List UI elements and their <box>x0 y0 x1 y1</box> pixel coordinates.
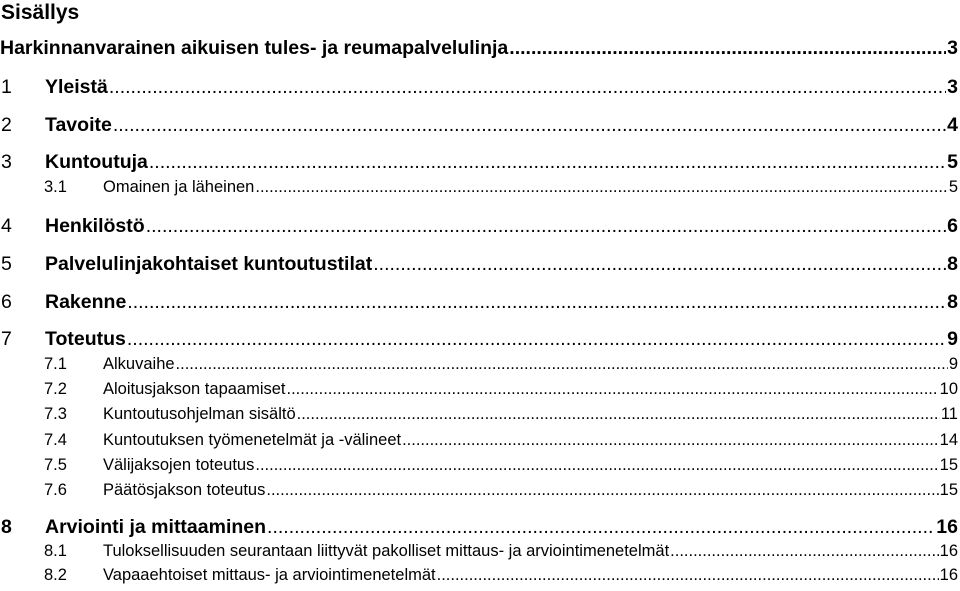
toc-entry-number: 2 <box>1 114 12 136</box>
toc-entry-label: Arviointi ja mittaaminen <box>45 516 267 538</box>
dot-leader <box>670 542 938 561</box>
toc-entry-page: 5 <box>947 151 958 173</box>
toc-entry-page: 3 <box>947 76 958 98</box>
toc-entry-number: 7.1 <box>44 355 67 373</box>
toc-entry-number: 7 <box>1 328 12 350</box>
toc-entry-number: 7.5 <box>44 456 67 474</box>
toc-entry-label: Tuloksellisuuden seurantaan liittyvät pakolliset mittaus- ja arviointimenetelmät <box>103 542 670 560</box>
toc-entry-page: 16 <box>936 516 958 538</box>
toc-entry-page: 4 <box>947 114 958 136</box>
toc-entry-number: 3 <box>1 151 12 173</box>
dot-leader <box>149 151 946 174</box>
dot-leader <box>373 253 946 276</box>
toc-entry-section-7-1[interactable] <box>0 355 960 374</box>
toc-entry-section-3-1[interactable] <box>0 178 960 197</box>
toc-entry-page: 8 <box>947 291 958 313</box>
toc-entry-label: Henkilöstö <box>45 215 145 237</box>
toc-entry-number: 4 <box>1 215 12 237</box>
toc-entry-label: Toteutus <box>45 328 126 350</box>
dot-leader <box>255 456 938 475</box>
toc-entry-chapter-2[interactable] <box>0 114 960 137</box>
dot-leader <box>127 328 946 351</box>
toc-entry-number: 8.2 <box>44 566 67 584</box>
toc-entry-section-8-2[interactable] <box>0 566 960 585</box>
toc-entry-chapter-8[interactable] <box>0 516 960 539</box>
dot-leader <box>297 405 940 424</box>
toc-entry-label: Aloitusjakson tapaamiset <box>103 380 286 398</box>
dot-leader <box>127 291 946 314</box>
toc-entry-label: Kuntoutusohjelman sisältö <box>103 405 296 423</box>
toc-entry-page: 9 <box>948 355 958 373</box>
toc-entry-chapter-7[interactable] <box>0 328 960 351</box>
toc-entry-chapter-3[interactable] <box>0 151 960 174</box>
toc-entry-label: Yleistä <box>45 76 108 98</box>
toc-entry-section-8-1[interactable] <box>0 542 960 561</box>
toc-entry-label: Tavoite <box>45 114 112 136</box>
toc-entry-section-7-6[interactable] <box>0 481 960 500</box>
toc-entry-label: Palvelulinjakohtaiset kuntoutustilat <box>45 253 373 275</box>
toc-entry-chapter-6[interactable] <box>0 291 960 314</box>
toc-entry-page: 6 <box>947 215 958 237</box>
toc-entry-section-7-5[interactable] <box>0 456 960 475</box>
toc-entry-section-7-2[interactable] <box>0 380 960 399</box>
toc-entry-number: 3.1 <box>44 178 67 196</box>
toc-entry-label: Kuntoutuksen työmenetelmät ja -välineet <box>103 431 402 449</box>
toc-entry-page: 9 <box>947 328 958 350</box>
dot-leader <box>113 114 946 137</box>
toc-entry-page: 14 <box>939 431 958 449</box>
toc-entry-page: 5 <box>948 178 958 196</box>
dot-leader <box>255 178 947 197</box>
toc-entry-label: Päätösjakson toteutus <box>103 481 266 499</box>
toc-entry-number: 7.4 <box>44 431 67 449</box>
toc-entry-label: Vapaaehtoiset mittaus- ja arviointimenetelmät <box>103 566 436 584</box>
toc-entry-label: Välijaksojen toteutus <box>103 456 255 474</box>
toc-entry-page: 15 <box>939 481 958 499</box>
toc-entry-page: 15 <box>939 456 958 474</box>
dot-leader <box>267 516 935 539</box>
toc-entry-number: 7.6 <box>44 481 67 499</box>
toc-entry-page: 16 <box>939 542 958 560</box>
dot-leader <box>266 481 938 500</box>
dot-leader <box>402 431 939 450</box>
toc-entry-label: Harkinnanvarainen aikuisen tules- ja reumapalvelulinja <box>0 37 509 59</box>
toc-entry-number: 8 <box>1 516 12 538</box>
toc-entry-number: 5 <box>1 253 12 275</box>
toc-entry-label: Omainen ja läheinen <box>103 178 255 196</box>
toc-entry-number: 7.3 <box>44 405 67 423</box>
toc-entry-page: 8 <box>947 253 958 275</box>
dot-leader <box>287 380 939 399</box>
toc-entry-page: 16 <box>939 566 958 584</box>
toc-entry-chapter-5[interactable] <box>0 253 960 276</box>
dot-leader <box>109 76 946 99</box>
toc-entry-label: Alkuvaihe <box>103 355 175 373</box>
toc-entry-page: 3 <box>947 37 958 59</box>
toc-entry-main[interactable] <box>0 37 960 60</box>
toc-entry-section-7-3[interactable] <box>0 405 960 424</box>
dot-leader <box>146 215 946 238</box>
toc-entry-number: 1 <box>1 76 12 98</box>
toc-entry-number: 8.1 <box>44 542 67 560</box>
toc-entry-label: Rakenne <box>45 291 127 313</box>
dot-leader <box>176 355 948 374</box>
toc-entry-page: 10 <box>939 380 958 398</box>
dot-leader <box>509 37 946 60</box>
toc-entry-chapter-1[interactable] <box>0 76 960 99</box>
toc-entry-page: 11 <box>940 405 958 423</box>
toc-entry-section-7-4[interactable] <box>0 431 960 450</box>
toc-entry-number: 7.2 <box>44 380 67 398</box>
toc-entry-label: Kuntoutuja <box>45 151 148 173</box>
dot-leader <box>437 566 939 585</box>
toc-title: Sisällys <box>1 1 80 24</box>
toc-entry-chapter-4[interactable] <box>0 215 960 238</box>
toc-entry-number: 6 <box>1 291 12 313</box>
